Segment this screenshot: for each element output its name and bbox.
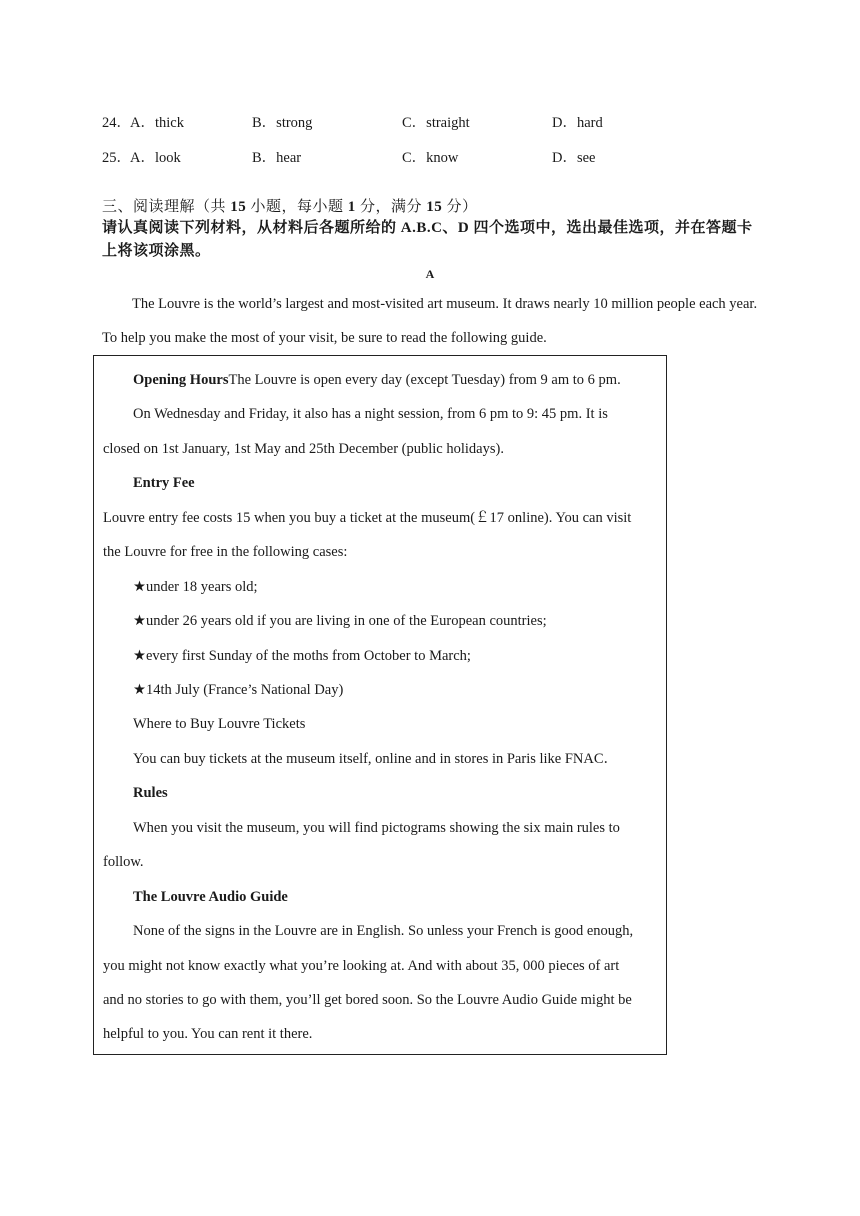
option-d: D．see <box>552 150 596 166</box>
total-score: 15 <box>426 199 443 215</box>
buy-tickets-text: You can buy tickets at the museum itself, online and in stores in Paris like FNAC． <box>133 751 619 767</box>
option-b: B．strong <box>252 115 313 131</box>
rules-line-1: When you visit the museum, you will find pictograms showing the six main rules to <box>133 820 620 836</box>
audio-guide-line-3: and no stories to go with them, you’ll get bored soon. So the Louvre Audio Guide might be <box>103 992 632 1008</box>
question-count: 15 <box>230 199 247 215</box>
question-25 <box>102 146 742 166</box>
rules-heading <box>133 783 660 803</box>
entry-fee-heading-text: Entry Fee <box>133 475 195 491</box>
opening-hours-heading: Opening Hours <box>133 372 229 388</box>
section-title-text: 三、阅读理解（共 <box>102 199 231 215</box>
night-session-line-1: On Wednesday and Friday, it also has a night session, from 6 pm to 9: 45 pm. It is <box>133 406 608 422</box>
buy-tickets-heading: Where to Buy Louvre Tickets <box>133 716 306 732</box>
entry-fee-heading <box>133 473 660 493</box>
section-title-text: 分） <box>442 199 478 215</box>
section-instruction: 请认真阅读下列材料，从材料后各题所给的 A.B.C、D 四个选项中，选出最佳选项，并在答题卡上将该项涂黑。 <box>102 220 753 259</box>
section-title <box>102 195 478 216</box>
free-case-item: ★every first Sunday of the moths from October to March; <box>133 648 471 664</box>
audio-guide-line-1: None of the signs in the Louvre are in English. So unless your French is good enough, <box>133 923 634 939</box>
free-case-item: ★under 26 years old if you are living in one of the European countries; <box>133 613 547 629</box>
louvre-guide-box <box>93 355 667 1055</box>
audio-guide-heading <box>133 887 660 907</box>
audio-guide-line-2: you might not know exactly what you’re looking at. And with about 35, 000 pieces of art <box>103 958 620 974</box>
entry-fee-line-1: Louvre entry fee costs 15 when you buy a ticket at the museum(￡17 online). You can visit <box>103 510 632 526</box>
question-24 <box>102 111 742 131</box>
free-case-item: ★14th July (France’s National Day) <box>133 682 344 698</box>
opening-hours-line <box>133 370 660 390</box>
passage-intro: The Louvre is the world’s largest and most-visited art museum. It draws nearly 10 million people each year. To help you make the most of your visit, be sure to read the following guide. <box>102 296 758 347</box>
passage-label: A <box>425 267 435 281</box>
night-session-line-2: closed on 1st January, 1st May and 25th December (public holidays). <box>103 441 504 457</box>
option-a: A．thick <box>130 115 184 131</box>
option-d: D．hard <box>552 115 603 131</box>
option-c: C．straight <box>402 115 470 131</box>
free-case-item: ★under 18 years old; <box>133 579 258 595</box>
rules-heading-text: Rules <box>133 785 168 801</box>
question-number: 25． <box>102 150 131 166</box>
entry-fee-line-2: the Louvre for free in the following cases: <box>103 544 348 560</box>
section-title-text: 小题，每小题 <box>246 199 348 215</box>
score-per-question: 1 <box>347 199 356 215</box>
section-title-text: 分，满分 <box>355 199 427 215</box>
option-a: A．look <box>130 150 181 166</box>
option-b: B．hear <box>252 150 302 166</box>
rules-line-2: follow. <box>103 854 144 870</box>
option-c: C．know <box>402 150 459 166</box>
opening-hours-text: The Louvre is open every day (except Tuesday) from 9 am to 6 pm. <box>228 372 621 388</box>
question-number: 24． <box>102 115 131 131</box>
audio-guide-heading-text: The Louvre Audio Guide <box>133 889 288 905</box>
audio-guide-line-4: helpful to you. You can rent it there. <box>103 1026 313 1042</box>
